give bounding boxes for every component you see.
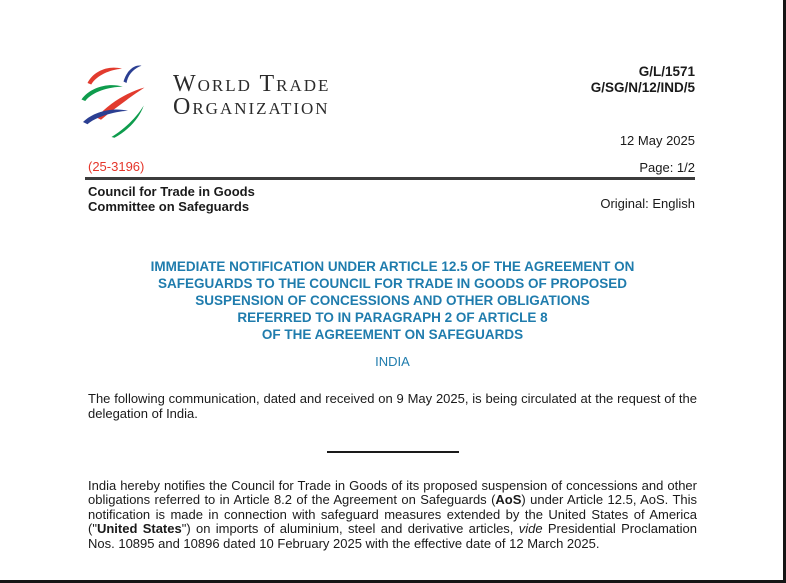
document-symbol-2: G/SG/N/12/IND/5 (590, 80, 695, 95)
title-line-2: SAFEGUARDS TO THE COUNCIL FOR TRADE IN GOODS OF PROPOSED (157, 276, 628, 291)
document-code: (25-3196) (88, 159, 145, 174)
title-line-4: REFERRED TO IN PARAGRAPH 2 OF ARTICLE 8 (237, 310, 548, 325)
document-symbol-1: G/L/1571 (638, 64, 695, 79)
wto-globe-swoosh-icon (80, 62, 146, 140)
document-symbols (591, 64, 695, 96)
logo-arc-blue-top (124, 66, 142, 83)
wto-wordmark-line2: Organization (173, 94, 330, 120)
committee-names (88, 185, 255, 214)
title-line-1: IMMEDIATE NOTIFICATION UNDER ARTICLE 12.5 OF THE AGREEMENT ON (150, 259, 635, 274)
document-title (88, 258, 697, 343)
wto-wordmark-line1: World Trade (173, 71, 331, 97)
intro-paragraph: The following communication, dated and received on 9 May 2025, is being circulated at the request of the delegation of India. (88, 391, 697, 421)
main-paragraph: India hereby notifies the Council for Trade in Goods of its proposed suspension of concessions and other obligations referred to in Article 8.2 of the Agreement on Safeguards (AoS) under Article 12.5, AoS. This notification is made in connection with safeguard measures extended by the United States of America ("United States") on imports of aluminium, steel and derivative articles, vide Presidential Proclamation Nos. 10895 and 10896 dated 10 February 2025 with the effective date of 12 March 2025. (88, 478, 698, 551)
committee-line1: Council for Trade in Goods (88, 184, 255, 199)
logo-arc-green-middle (82, 85, 123, 101)
original-language-label: Original: English (600, 196, 695, 211)
logo-arc-blue-bottom (83, 109, 128, 124)
title-line-3: SUSPENSION OF CONCESSIONS AND OTHER OBLIGATIONS (195, 293, 590, 308)
page-number-label: Page: 1/2 (639, 160, 695, 175)
header-divider-rule (85, 177, 695, 180)
committee-line2: Committee on Safeguards (88, 198, 250, 214)
logo-arc-red-top (88, 68, 123, 85)
document-date: 12 May 2025 (619, 133, 695, 148)
country-heading: INDIA (375, 354, 410, 369)
section-divider-bar (327, 451, 459, 453)
wto-wordmark (173, 73, 330, 119)
section-divider (88, 451, 697, 453)
title-line-5: OF THE AGREEMENT ON SAFEGUARDS (261, 327, 524, 342)
